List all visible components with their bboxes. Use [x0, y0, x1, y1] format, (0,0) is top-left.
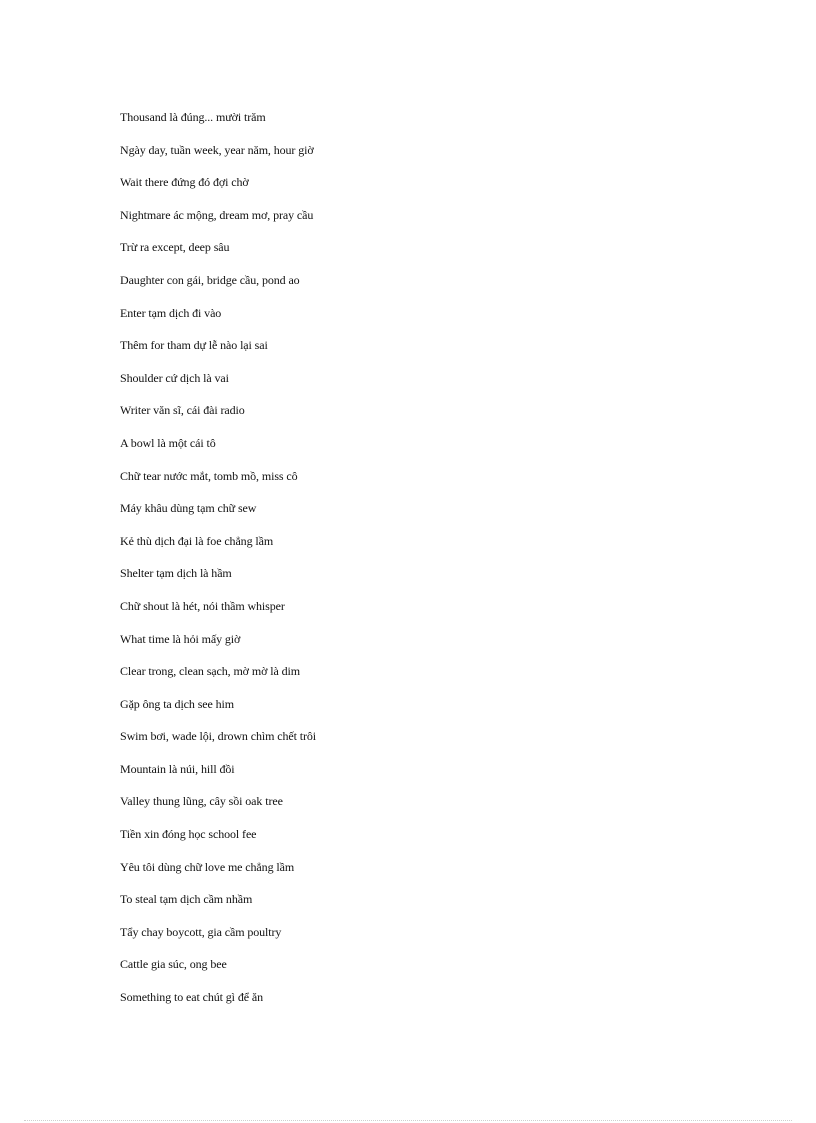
- poem-line: What time là hỏi mấy giờ: [120, 631, 241, 646]
- poem-line: Chữ tear nước mắt, tomb mồ, miss cô: [120, 468, 298, 483]
- poem-line: Enter tạm dịch đi vào: [120, 305, 222, 320]
- poem-line: Nightmare ác mộng, dream mơ, pray cầu: [120, 207, 314, 222]
- poem-line: To steal tạm dịch cầm nhầm: [120, 892, 253, 907]
- page-bottom-divider: [24, 1120, 792, 1121]
- poem-line: Wait there đứng đó đợi chờ: [120, 175, 249, 190]
- poem-line: Clear trong, clean sạch, mờ mờ là dim: [120, 664, 300, 679]
- poem-line: Gặp ông ta dịch see him: [120, 696, 235, 711]
- poem-line: Cattle gia súc, ong bee: [120, 957, 227, 972]
- poem-line: Mountain là núi, hill đồi: [120, 761, 235, 776]
- poem-line: Thousand là đúng... mười trăm: [120, 110, 266, 124]
- poem-line: Writer văn sĩ, cái đài radio: [120, 403, 245, 418]
- poem-line: Ngày day, tuần week, year năm, hour giờ: [120, 142, 314, 157]
- poem-line: Trừ ra except, deep sâu: [120, 240, 230, 255]
- poem-line: Yêu tôi dùng chữ love me chẳng lầm: [120, 859, 295, 874]
- poem-line: Máy khâu dùng tạm chữ sew: [120, 501, 257, 516]
- poem-line: Daughter con gái, bridge cầu, pond ao: [120, 272, 300, 287]
- poem-line: Tẩy chay boycott, gia cầm poultry: [120, 924, 282, 939]
- poem-line: Valley thung lũng, cây sồi oak tree: [120, 794, 283, 809]
- poem-line: Tiền xin đóng học school fee: [120, 827, 257, 842]
- poem-line: Shelter tạm dịch là hầm: [120, 566, 232, 581]
- poem-line: Something to eat chút gì để ăn: [120, 990, 263, 1005]
- poem-line: A bowl là một cái tô: [120, 435, 216, 450]
- poem-line: Shoulder cứ dịch là vai: [120, 370, 229, 385]
- poem-text: [120, 101, 316, 1014]
- poem-line: Thêm for tham dự lễ nào lại sai: [120, 338, 268, 353]
- poem-line: Swim bơi, wade lội, drown chìm chết trôi: [120, 729, 316, 744]
- poem-line: Kẻ thù dịch đại là foe chẳng lầm: [120, 533, 274, 548]
- poem-line: Chữ shout là hét, nói thầm whisper: [120, 598, 285, 613]
